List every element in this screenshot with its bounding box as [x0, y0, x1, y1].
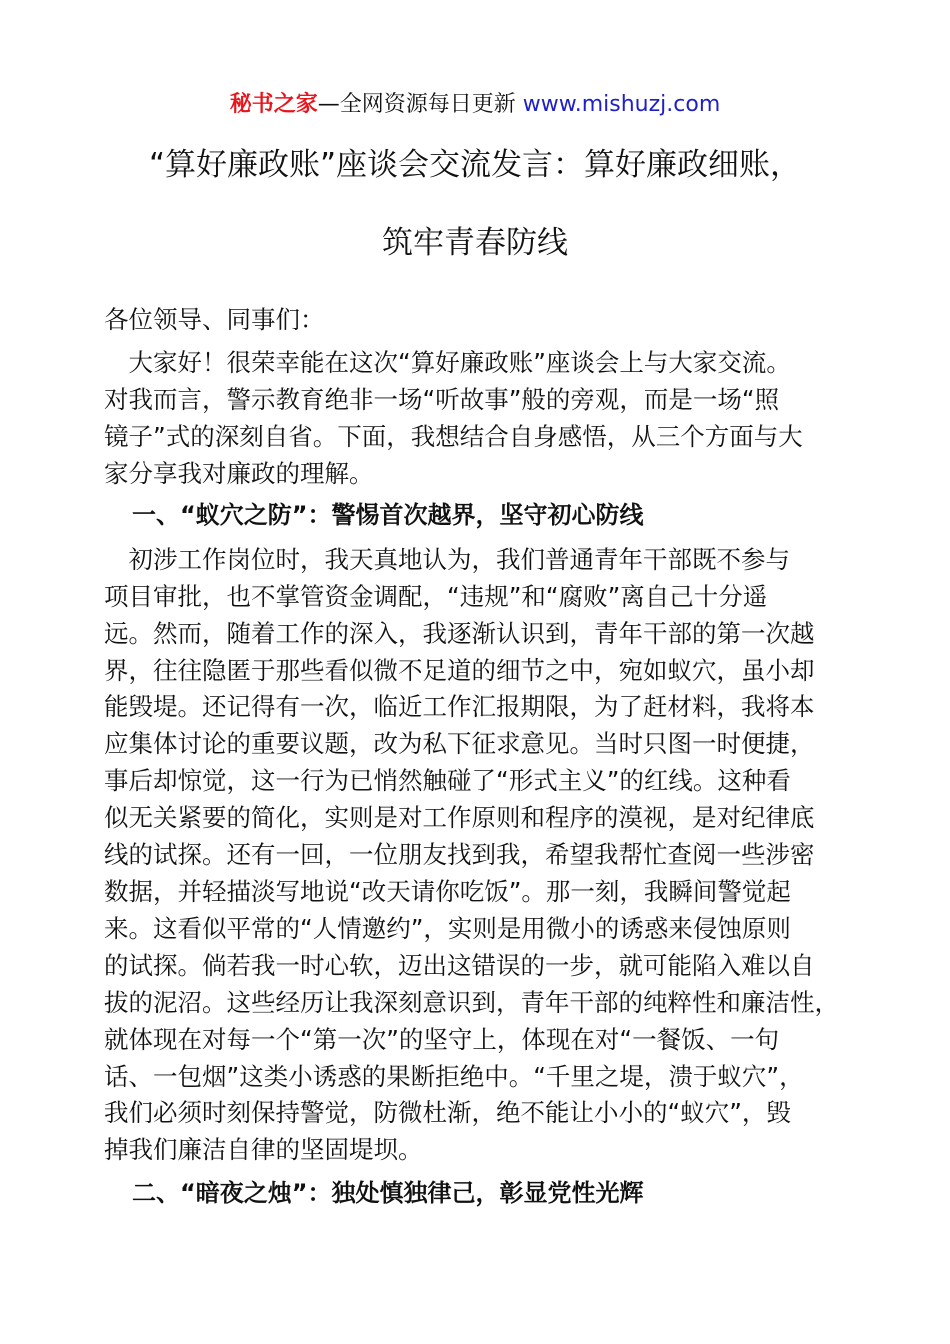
site-banner	[0, 88, 950, 122]
intro-line: 大家好！很荣幸能在这次“算好廉政账”座谈会上与大家交流。	[104, 348, 791, 377]
paragraph-line: 界，往往隐匿于那些看似微不足道的细节之中，宛如蚁穴，虽小却	[104, 656, 815, 685]
intro-line: 对我而言，警示教育绝非一场“听故事”般的旁观，而是一场“照	[104, 385, 780, 414]
paragraph-line: 数据，并轻描淡写地说“改天请你吃饭”。那一刻，我瞬间警觉起	[104, 877, 791, 906]
intro-line: 镜子”式的深刻自省。下面，我想结合自身感悟，从三个方面与大	[104, 422, 803, 451]
paragraph-line: 能毁堤。还记得有一次，临近工作汇报期限，为了赶材料，我将本	[104, 692, 815, 721]
paragraph-line: 就体现在对每一个“第一次”的坚守上，体现在对“一餐饭、一句	[104, 1025, 780, 1054]
document-title-line-2: 筑牢青春防线	[382, 225, 568, 261]
section-1-heading: 一、“蚁穴之防”：警惕首次越界，坚守初心防线	[132, 501, 644, 529]
banner-tagline: —全网资源每日更新	[317, 92, 523, 117]
paragraph-line: 拔的泥沼。这些经历让我深刻意识到，青年干部的纯粹性和廉洁性，	[104, 988, 839, 1017]
paragraph-line: 初涉工作岗位时，我天真地认为，我们普通青年干部既不参与	[104, 545, 790, 574]
paragraph-line: 的试探。倘若我一时心软，迈出这错误的一步，就可能陷入难以自	[104, 951, 815, 980]
paragraph-line: 项目审批，也不掌管资金调配，“违规”和“腐败”离自己十分遥	[104, 582, 768, 611]
site-link[interactable]: www.mishuzj.com	[522, 92, 721, 117]
paragraph-line: 事后却惊觉，这一行为已悄然触碰了“形式主义”的红线。这种看	[104, 766, 791, 795]
paragraph-line: 掉我们廉洁自律的坚固堤坝。	[104, 1135, 423, 1164]
paragraph-line: 线的试探。还有一回，一位朋友找到我，希望我帮忙查阅一些涉密	[104, 840, 815, 869]
document-title-line-1: “算好廉政账”座谈会交流发言：算好廉政细账，	[148, 147, 802, 183]
paragraph-line: 似无关紧要的简化，实则是对工作原则和程序的漠视，是对纪律底	[104, 803, 815, 832]
paragraph-line: 话、一包烟”这类小诱惑的果断拒绝中。“千里之堤，溃于蚁穴”，	[104, 1062, 804, 1091]
section-2-heading: 二、“暗夜之烛”：独处慎独律己，彰显党性光辉	[132, 1179, 644, 1207]
paragraph-line: 来。这看似平常的“人情邀约”，实则是用微小的诱惑来侵蚀原则	[104, 914, 791, 943]
brand-name: 秘书之家	[229, 92, 318, 117]
intro-line: 家分享我对廉政的理解。	[104, 459, 374, 488]
salutation: 各位领导、同事们：	[104, 305, 325, 334]
paragraph-line: 远。然而，随着工作的深入，我逐渐认识到，青年干部的第一次越	[104, 619, 815, 648]
paragraph-line: 我们必须时刻保持警觉，防微杜渐，绝不能让小小的“蚁穴”，毁	[104, 1098, 791, 1127]
paragraph-line: 应集体讨论的重要议题，改为私下征求意见。当时只图一时便捷，	[104, 729, 815, 758]
